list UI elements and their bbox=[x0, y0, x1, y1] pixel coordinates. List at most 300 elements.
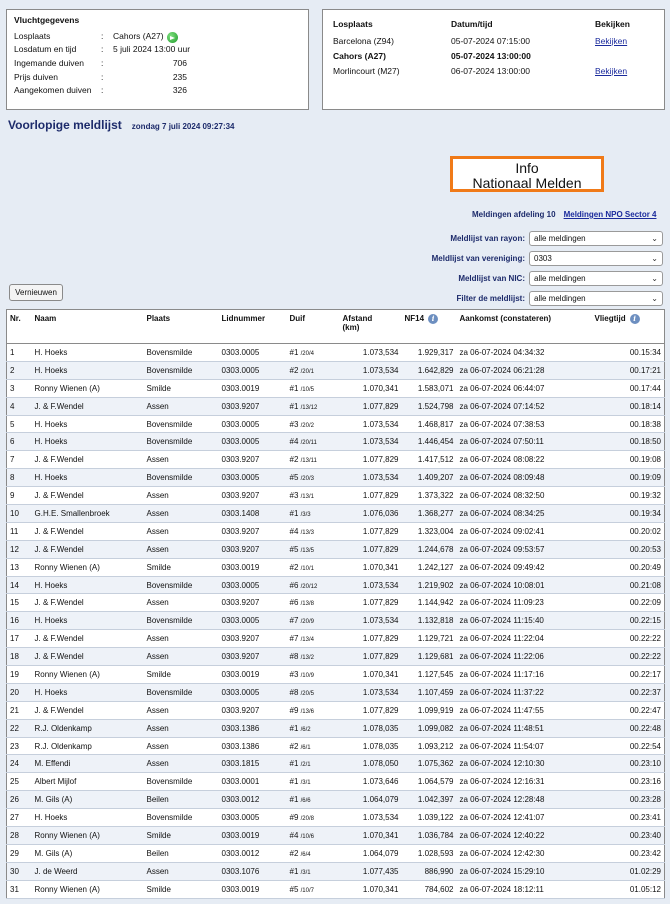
row-duif bbox=[287, 379, 340, 397]
row-vliegtijd: 01.05:12 bbox=[592, 880, 665, 898]
flight-info-sep: : bbox=[101, 57, 104, 68]
col-duif[interactable]: Duif bbox=[287, 310, 340, 344]
duif-sub: /6/6 bbox=[300, 798, 311, 805]
duif-sub: /6/4 bbox=[300, 851, 311, 858]
table-row[interactable] bbox=[7, 844, 665, 862]
row-afstand: 1.073,534 bbox=[340, 612, 402, 630]
row-lidnummer: 0303.0005 bbox=[219, 576, 287, 594]
row-naam: J. & F.Wendel bbox=[32, 648, 144, 666]
filter-vereniging-select[interactable] bbox=[529, 251, 663, 266]
row-nf14: 1.244,678 bbox=[402, 540, 457, 558]
table-row[interactable] bbox=[7, 880, 665, 898]
flight-info-key: Ingemande duiven bbox=[14, 57, 84, 68]
filter-vereniging-value: 0303 bbox=[534, 254, 552, 263]
col-vliegtijd[interactable] bbox=[592, 310, 665, 344]
row-vliegtijd: 00.22:37 bbox=[592, 683, 665, 701]
row-lidnummer: 0303.9207 bbox=[219, 594, 287, 612]
row-lidnummer: 0303.9207 bbox=[219, 701, 287, 719]
release-view-link[interactable]: Bekijken bbox=[595, 35, 628, 46]
row-afstand: 1.077,829 bbox=[340, 487, 402, 505]
table-row[interactable] bbox=[7, 344, 665, 362]
row-plaats: Smilde bbox=[144, 880, 219, 898]
row-naam: R.J. Oldenkamp bbox=[32, 737, 144, 755]
row-duif bbox=[287, 487, 340, 505]
row-afstand: 1.073,534 bbox=[340, 683, 402, 701]
row-nf14: 1.144,942 bbox=[402, 594, 457, 612]
col-vliegtijd-label: Vliegtijd bbox=[594, 314, 626, 323]
duif-rank: #2 bbox=[289, 365, 299, 375]
row-afstand: 1.073,534 bbox=[340, 576, 402, 594]
table-row[interactable] bbox=[7, 594, 665, 612]
row-lidnummer: 0303.9207 bbox=[219, 540, 287, 558]
row-afstand: 1.070,341 bbox=[340, 880, 402, 898]
duif-rank: #5 bbox=[289, 884, 299, 894]
flight-info-sep: : bbox=[101, 44, 104, 55]
row-duif bbox=[287, 576, 340, 594]
row-nf14: 1.446,454 bbox=[402, 433, 457, 451]
table-row[interactable] bbox=[7, 809, 665, 827]
info-nationaal-melden-logo[interactable] bbox=[450, 156, 604, 192]
duif-sub: /13/12 bbox=[300, 404, 318, 411]
row-duif bbox=[287, 666, 340, 684]
col-lidnummer[interactable]: Lidnummer bbox=[219, 310, 287, 344]
row-lidnummer: 0303.9207 bbox=[219, 648, 287, 666]
row-plaats: Assen bbox=[144, 701, 219, 719]
row-plaats: Assen bbox=[144, 451, 219, 469]
row-vliegtijd: 00.18:50 bbox=[592, 433, 665, 451]
arrow-right-icon[interactable] bbox=[167, 32, 178, 43]
row-plaats: Assen bbox=[144, 487, 219, 505]
row-aankomst: za 06-07-2024 07:50:11 bbox=[457, 433, 592, 451]
row-nr: 10 bbox=[7, 505, 32, 523]
row-duif bbox=[287, 791, 340, 809]
row-vliegtijd: 00.18:38 bbox=[592, 415, 665, 433]
chevron-down-icon: ⌄ bbox=[651, 254, 658, 263]
row-nr: 8 bbox=[7, 469, 32, 487]
duif-rank: #1 bbox=[289, 723, 299, 733]
row-aankomst: za 06-07-2024 12:40:22 bbox=[457, 827, 592, 845]
row-afstand: 1.070,341 bbox=[340, 558, 402, 576]
table-row[interactable] bbox=[7, 666, 665, 684]
row-plaats: Assen bbox=[144, 648, 219, 666]
duif-sub: /13/5 bbox=[300, 547, 314, 554]
table-row[interactable] bbox=[7, 827, 665, 845]
row-aankomst: za 06-07-2024 07:38:53 bbox=[457, 415, 592, 433]
row-duif bbox=[287, 469, 340, 487]
row-lidnummer: 0303.1815 bbox=[219, 755, 287, 773]
flight-info-value-text: 706 bbox=[172, 57, 187, 68]
row-plaats: Beilen bbox=[144, 844, 219, 862]
row-naam: J. & F.Wendel bbox=[32, 397, 144, 415]
col-nf14-label: NF14 bbox=[404, 314, 425, 323]
duif-rank: #2 bbox=[289, 562, 299, 572]
row-vliegtijd: 00.22:22 bbox=[592, 648, 665, 666]
row-nf14: 1.373,322 bbox=[402, 487, 457, 505]
row-nr: 17 bbox=[7, 630, 32, 648]
row-afstand: 1.073,534 bbox=[340, 361, 402, 379]
row-aankomst: za 06-07-2024 12:28:48 bbox=[457, 791, 592, 809]
filter-nic-select[interactable] bbox=[529, 271, 663, 286]
row-lidnummer: 0303.0019 bbox=[219, 379, 287, 397]
release-header-place: Losplaats bbox=[333, 18, 373, 29]
row-aankomst: za 06-07-2024 04:34:32 bbox=[457, 344, 592, 362]
duif-rank: #1 bbox=[289, 383, 299, 393]
table-row[interactable] bbox=[7, 397, 665, 415]
duif-sub: /10/9 bbox=[300, 672, 314, 679]
row-lidnummer: 0303.1076 bbox=[219, 862, 287, 880]
row-afstand: 1.073,534 bbox=[340, 415, 402, 433]
row-nr: 22 bbox=[7, 719, 32, 737]
duif-sub: /13/11 bbox=[300, 458, 317, 465]
row-nf14: 1.368,277 bbox=[402, 505, 457, 523]
flight-info-sep: : bbox=[101, 71, 104, 82]
flight-info-row bbox=[14, 83, 301, 97]
row-vliegtijd: 00.23:41 bbox=[592, 809, 665, 827]
release-header-time: Datum/tijd bbox=[451, 18, 493, 29]
flight-info-panel bbox=[6, 9, 309, 110]
duif-sub: /13/4 bbox=[300, 637, 314, 644]
filter-nic-value: alle meldingen bbox=[534, 274, 586, 283]
row-nr: 24 bbox=[7, 755, 32, 773]
duif-sub: /20/12 bbox=[300, 583, 318, 590]
table-row[interactable] bbox=[7, 451, 665, 469]
row-nf14: 1.127,545 bbox=[402, 666, 457, 684]
row-plaats: Bovensmilde bbox=[144, 361, 219, 379]
row-aankomst: za 06-07-2024 06:21:28 bbox=[457, 361, 592, 379]
row-nr: 29 bbox=[7, 844, 32, 862]
row-vliegtijd: 00.17:21 bbox=[592, 361, 665, 379]
flight-info-row bbox=[14, 43, 301, 57]
table-row[interactable] bbox=[7, 505, 665, 523]
row-lidnummer: 0303.1386 bbox=[219, 719, 287, 737]
row-afstand: 1.077,829 bbox=[340, 451, 402, 469]
chevron-down-icon: ⌄ bbox=[651, 234, 658, 243]
table-row[interactable] bbox=[7, 630, 665, 648]
table-row[interactable] bbox=[7, 379, 665, 397]
flight-info-value-text: Cahors (A27) bbox=[113, 30, 164, 41]
table-row[interactable] bbox=[7, 862, 665, 880]
row-plaats: Assen bbox=[144, 505, 219, 523]
table-row[interactable] bbox=[7, 773, 665, 791]
col-nf14[interactable] bbox=[402, 310, 457, 344]
row-nf14: 1.929,317 bbox=[402, 344, 457, 362]
filter-rayon-select[interactable] bbox=[529, 231, 663, 246]
row-lidnummer: 0303.0019 bbox=[219, 666, 287, 684]
table-row[interactable] bbox=[7, 737, 665, 755]
row-aankomst: za 06-07-2024 09:02:41 bbox=[457, 522, 592, 540]
row-plaats: Assen bbox=[144, 862, 219, 880]
meldingen-npo-link[interactable]: Meldingen NPO Sector 4 bbox=[563, 210, 657, 219]
row-aankomst: za 06-07-2024 08:09:48 bbox=[457, 469, 592, 487]
results-header-row bbox=[7, 310, 665, 344]
row-nf14: 886,990 bbox=[402, 862, 457, 880]
row-naam: J. & F.Wendel bbox=[32, 701, 144, 719]
flight-info-sep: : bbox=[101, 85, 104, 96]
row-duif bbox=[287, 773, 340, 791]
table-row[interactable] bbox=[7, 487, 665, 505]
filter-meldlijst-select[interactable] bbox=[529, 291, 663, 306]
duif-rank: #1 bbox=[289, 508, 299, 518]
page-heading bbox=[8, 118, 235, 132]
row-nr: 12 bbox=[7, 540, 32, 558]
duif-rank: #8 bbox=[289, 687, 299, 697]
col-aankomst[interactable]: Aankomst (constateren) bbox=[457, 310, 592, 344]
row-naam: J. & F.Wendel bbox=[32, 594, 144, 612]
row-lidnummer: 0303.0005 bbox=[219, 361, 287, 379]
row-plaats: Bovensmilde bbox=[144, 773, 219, 791]
duif-rank: #8 bbox=[289, 652, 299, 662]
row-afstand: 1.064,079 bbox=[340, 791, 402, 809]
table-row[interactable] bbox=[7, 683, 665, 701]
row-duif bbox=[287, 755, 340, 773]
duif-rank: #4 bbox=[289, 526, 299, 536]
row-nr: 30 bbox=[7, 862, 32, 880]
col-nr[interactable]: Nr. bbox=[7, 310, 32, 344]
duif-rank: #5 bbox=[289, 473, 299, 483]
row-nf14: 1.409,207 bbox=[402, 469, 457, 487]
row-duif bbox=[287, 844, 340, 862]
refresh-button[interactable]: Vernieuwen bbox=[9, 284, 63, 301]
row-lidnummer: 0303.9207 bbox=[219, 522, 287, 540]
duif-rank: #1 bbox=[289, 759, 299, 769]
table-row[interactable] bbox=[7, 648, 665, 666]
duif-rank: #7 bbox=[289, 616, 299, 626]
flight-info-key: Aangekomen duiven bbox=[14, 85, 92, 96]
row-nr: 19 bbox=[7, 666, 32, 684]
row-plaats: Assen bbox=[144, 737, 219, 755]
row-lidnummer: 0303.0012 bbox=[219, 844, 287, 862]
row-afstand: 1.073,646 bbox=[340, 773, 402, 791]
row-aankomst: za 06-07-2024 11:15:40 bbox=[457, 612, 592, 630]
row-duif bbox=[287, 648, 340, 666]
duif-sub: /20/5 bbox=[300, 690, 314, 697]
filter-rayon-value: alle meldingen bbox=[534, 234, 586, 243]
release-list-panel bbox=[322, 9, 665, 110]
row-afstand: 1.077,829 bbox=[340, 540, 402, 558]
logo-line-1: Info bbox=[515, 160, 539, 176]
duif-sub: /20/2 bbox=[300, 422, 314, 429]
row-afstand: 1.077,829 bbox=[340, 630, 402, 648]
flight-info-value-text: 235 bbox=[172, 71, 187, 82]
row-nf14: 1.028,593 bbox=[402, 844, 457, 862]
duif-rank: #9 bbox=[289, 813, 299, 823]
duif-rank: #9 bbox=[289, 705, 299, 715]
table-row[interactable] bbox=[7, 540, 665, 558]
row-nr: 4 bbox=[7, 397, 32, 415]
row-nr: 25 bbox=[7, 773, 32, 791]
row-lidnummer: 0303.0005 bbox=[219, 344, 287, 362]
table-row[interactable] bbox=[7, 361, 665, 379]
row-vliegtijd: 00.19:32 bbox=[592, 487, 665, 505]
table-row[interactable] bbox=[7, 522, 665, 540]
filter-meldlijst bbox=[420, 291, 663, 306]
row-nr: 5 bbox=[7, 415, 32, 433]
col-afstand-label: Afstand bbox=[342, 314, 373, 323]
release-time: 06-07-2024 13:00:00 bbox=[451, 65, 530, 76]
row-plaats: Bovensmilde bbox=[144, 683, 219, 701]
row-lidnummer: 0303.0005 bbox=[219, 415, 287, 433]
row-nf14: 1.093,212 bbox=[402, 737, 457, 755]
row-nr: 18 bbox=[7, 648, 32, 666]
row-lidnummer: 0303.0019 bbox=[219, 558, 287, 576]
row-duif bbox=[287, 880, 340, 898]
row-naam: H. Hoeks bbox=[32, 433, 144, 451]
row-naam: G.H.E. Smallenbroek bbox=[32, 505, 144, 523]
row-nf14: 1.107,459 bbox=[402, 683, 457, 701]
row-lidnummer: 0303.1386 bbox=[219, 737, 287, 755]
row-duif bbox=[287, 451, 340, 469]
row-duif bbox=[287, 361, 340, 379]
flight-info-value bbox=[113, 58, 187, 68]
row-nr: 13 bbox=[7, 558, 32, 576]
duif-sub: /20/4 bbox=[300, 350, 314, 357]
row-nr: 27 bbox=[7, 809, 32, 827]
table-row[interactable] bbox=[7, 719, 665, 737]
row-nr: 31 bbox=[7, 880, 32, 898]
row-naam: Albert Mijlof bbox=[32, 773, 144, 791]
row-naam: M. Gils (A) bbox=[32, 844, 144, 862]
row-naam: Ronny Wienen (A) bbox=[32, 880, 144, 898]
row-vliegtijd: 00.20:53 bbox=[592, 540, 665, 558]
page-date: zondag 7 juli 2024 09:27:34 bbox=[131, 122, 235, 131]
row-naam: J. de Weerd bbox=[32, 862, 144, 880]
row-aankomst: za 06-07-2024 12:41:07 bbox=[457, 809, 592, 827]
chevron-down-icon: ⌄ bbox=[651, 274, 658, 283]
row-nf14: 1.242,127 bbox=[402, 558, 457, 576]
col-afstand[interactable] bbox=[340, 310, 402, 344]
row-naam: J. & F.Wendel bbox=[32, 540, 144, 558]
duif-sub: /3/1 bbox=[300, 869, 311, 876]
row-afstand: 1.073,534 bbox=[340, 433, 402, 451]
row-afstand: 1.077,829 bbox=[340, 522, 402, 540]
flight-info-value bbox=[113, 44, 190, 54]
row-nf14: 1.075,362 bbox=[402, 755, 457, 773]
flight-info-value bbox=[113, 30, 178, 41]
row-afstand: 1.077,829 bbox=[340, 594, 402, 612]
row-aankomst: za 06-07-2024 11:47:55 bbox=[457, 701, 592, 719]
row-nf14: 1.524,798 bbox=[402, 397, 457, 415]
info-icon[interactable]: i bbox=[428, 314, 438, 324]
row-lidnummer: 0303.9207 bbox=[219, 630, 287, 648]
row-vliegtijd: 00.23:10 bbox=[592, 755, 665, 773]
row-naam: H. Hoeks bbox=[32, 361, 144, 379]
row-vliegtijd: 00.18:14 bbox=[592, 397, 665, 415]
row-naam: R.J. Oldenkamp bbox=[32, 719, 144, 737]
row-plaats: Smilde bbox=[144, 379, 219, 397]
row-afstand: 1.078,050 bbox=[340, 755, 402, 773]
duif-rank: #3 bbox=[289, 669, 299, 679]
row-aankomst: za 06-07-2024 11:48:51 bbox=[457, 719, 592, 737]
row-lidnummer: 0303.9207 bbox=[219, 397, 287, 415]
row-aankomst: za 06-07-2024 11:22:06 bbox=[457, 648, 592, 666]
chevron-down-icon: ⌄ bbox=[651, 294, 658, 303]
row-vliegtijd: 00.19:08 bbox=[592, 451, 665, 469]
info-icon[interactable]: i bbox=[630, 314, 640, 324]
release-view-link[interactable]: Bekijken bbox=[595, 65, 628, 76]
page-title: Voorlopige meldlijst bbox=[8, 118, 122, 132]
release-place: Cahors (A27) bbox=[333, 50, 386, 61]
col-plaats[interactable]: Plaats bbox=[144, 310, 219, 344]
row-vliegtijd: 00.19:09 bbox=[592, 469, 665, 487]
row-lidnummer: 0303.0005 bbox=[219, 612, 287, 630]
row-lidnummer: 0303.0005 bbox=[219, 433, 287, 451]
duif-sub: /20/11 bbox=[300, 440, 317, 447]
row-plaats: Assen bbox=[144, 719, 219, 737]
duif-rank: #1 bbox=[289, 401, 299, 411]
duif-sub: /20/1 bbox=[300, 368, 314, 375]
row-vliegtijd: 00.17:44 bbox=[592, 379, 665, 397]
row-naam: Ronny Wienen (A) bbox=[32, 827, 144, 845]
row-nr: 15 bbox=[7, 594, 32, 612]
row-nf14: 1.039,122 bbox=[402, 809, 457, 827]
row-plaats: Smilde bbox=[144, 558, 219, 576]
row-afstand: 1.073,534 bbox=[340, 469, 402, 487]
release-row bbox=[333, 63, 654, 78]
table-row[interactable] bbox=[7, 755, 665, 773]
row-plaats: Bovensmilde bbox=[144, 433, 219, 451]
row-duif bbox=[287, 827, 340, 845]
col-naam[interactable]: Naam bbox=[32, 310, 144, 344]
row-naam: H. Hoeks bbox=[32, 469, 144, 487]
row-duif bbox=[287, 719, 340, 737]
row-plaats: Bovensmilde bbox=[144, 469, 219, 487]
duif-rank: #1 bbox=[289, 795, 299, 805]
flight-info-title: Vluchtgegevens bbox=[14, 15, 80, 25]
row-plaats: Beilen bbox=[144, 791, 219, 809]
row-nr: 16 bbox=[7, 612, 32, 630]
filter-vereniging-label: Meldlijst van vereniging: bbox=[431, 254, 525, 263]
duif-rank: #4 bbox=[289, 830, 299, 840]
flight-info-rows bbox=[14, 29, 301, 97]
row-duif bbox=[287, 809, 340, 827]
row-plaats: Bovensmilde bbox=[144, 576, 219, 594]
row-duif bbox=[287, 630, 340, 648]
row-nr: 11 bbox=[7, 522, 32, 540]
flight-info-key: Prijs duiven bbox=[14, 71, 58, 82]
meldingen-links bbox=[472, 210, 656, 219]
release-header-view: Bekijken bbox=[595, 18, 630, 29]
table-row[interactable] bbox=[7, 791, 665, 809]
row-vliegtijd: 00.20:49 bbox=[592, 558, 665, 576]
results-body bbox=[7, 344, 665, 899]
row-nf14: 1.323,004 bbox=[402, 522, 457, 540]
table-row[interactable] bbox=[7, 576, 665, 594]
row-aankomst: za 06-07-2024 12:42:30 bbox=[457, 844, 592, 862]
table-row[interactable] bbox=[7, 469, 665, 487]
row-nf14: 1.099,919 bbox=[402, 701, 457, 719]
row-duif bbox=[287, 701, 340, 719]
duif-rank: #1 bbox=[289, 777, 299, 787]
row-naam: M. Effendi bbox=[32, 755, 144, 773]
release-place: Morlincourt (M27) bbox=[333, 65, 400, 76]
row-vliegtijd: 01.02:29 bbox=[592, 862, 665, 880]
row-vliegtijd: 00.22:09 bbox=[592, 594, 665, 612]
row-plaats: Assen bbox=[144, 755, 219, 773]
duif-sub: /20/9 bbox=[300, 619, 314, 626]
row-duif bbox=[287, 737, 340, 755]
duif-rank: #1 bbox=[289, 347, 299, 357]
table-row[interactable] bbox=[7, 558, 665, 576]
duif-sub: /10/7 bbox=[300, 887, 314, 894]
table-row[interactable] bbox=[7, 433, 665, 451]
table-row[interactable] bbox=[7, 415, 665, 433]
row-plaats: Assen bbox=[144, 522, 219, 540]
duif-sub: /13/3 bbox=[300, 529, 314, 536]
row-lidnummer: 0303.0001 bbox=[219, 773, 287, 791]
table-row[interactable] bbox=[7, 612, 665, 630]
filter-meldlijst-value: alle meldingen bbox=[534, 294, 586, 303]
table-row[interactable] bbox=[7, 701, 665, 719]
